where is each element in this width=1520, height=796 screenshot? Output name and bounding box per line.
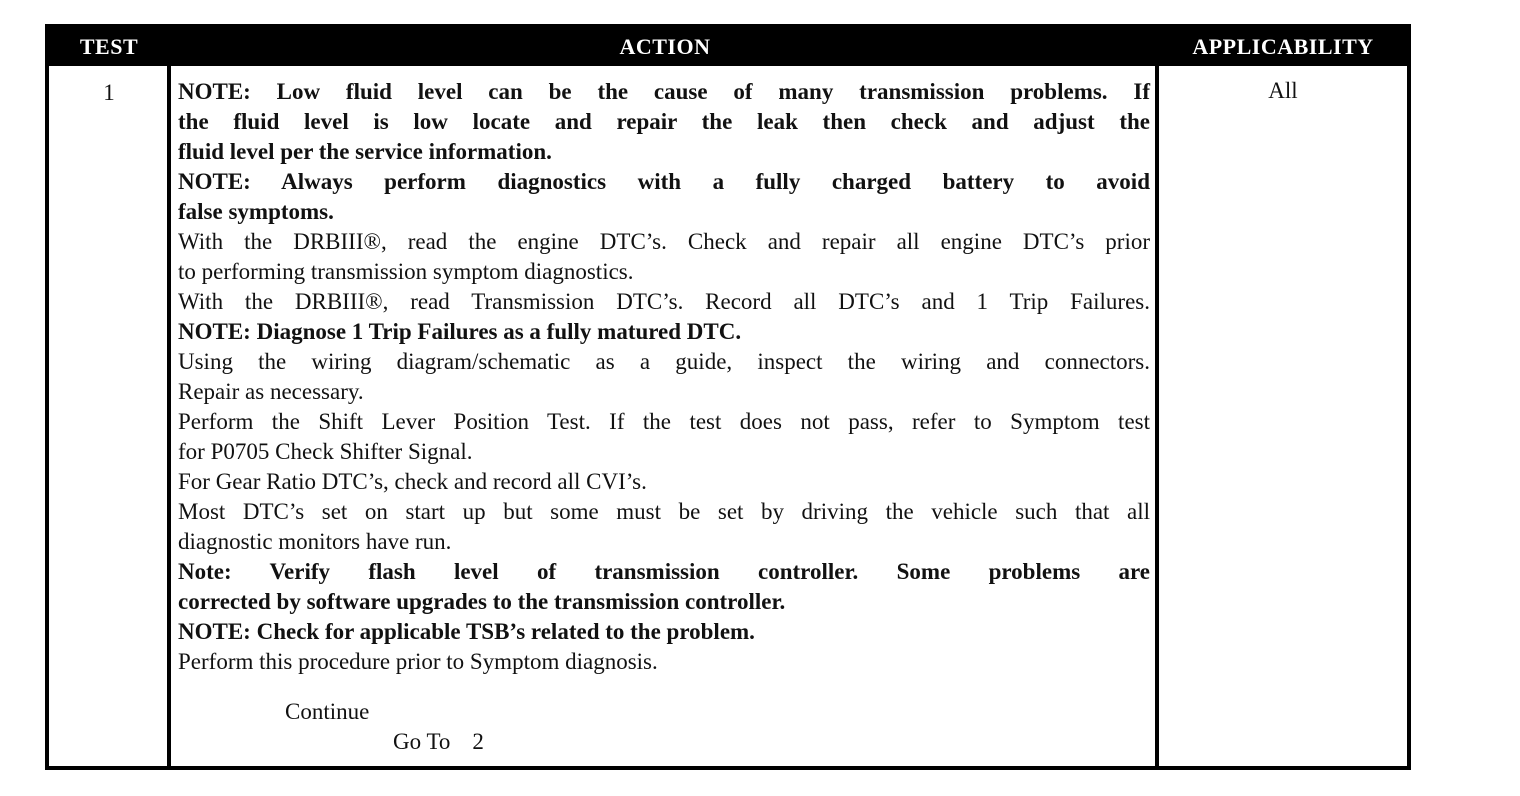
goto-target: 2	[472, 729, 484, 754]
action-line: fluid level per the service information.	[178, 139, 552, 164]
test-number: 1	[103, 80, 115, 105]
continue-label: Continue	[285, 699, 370, 724]
header-test: TEST	[79, 34, 139, 59]
action-line: Most DTC’s set on start up but some must be set by driving the vehicle such that all	[178, 499, 1150, 524]
action-line: NOTE: Check for applicable TSB’s related to the problem.	[178, 619, 755, 644]
action-line: the fluid level is low locate and repair the leak then check and adjust the	[178, 109, 1150, 134]
action-line: NOTE: Always perform diagnostics with a fully charged battery to avoid	[178, 169, 1150, 194]
header-applicability: APPLICABILITY	[1192, 34, 1374, 59]
action-line: With the DRBIII®, read the engine DTC’s. Check and repair all engine DTC’s prior	[178, 229, 1150, 254]
goto-instruction	[393, 729, 506, 755]
diagnostic-table	[45, 24, 1411, 770]
column-divider	[1155, 66, 1159, 770]
action-line: With the DRBIII®, read Transmission DTC’s. Record all DTC’s and 1 Trip Failures.	[178, 289, 1150, 314]
applicability-value: All	[1268, 78, 1298, 103]
action-line: Perform this procedure prior to Symptom diagnosis.	[178, 649, 658, 674]
action-line: Repair as necessary.	[178, 379, 364, 404]
action-line: false symptoms.	[178, 199, 334, 224]
table-header	[49, 28, 1407, 66]
action-line: diagnostic monitors have run.	[178, 529, 452, 554]
action-line: Note: Verify flash level of transmission controller. Some problems are	[178, 559, 1150, 584]
action-line: to performing transmission symptom diagnostics.	[178, 259, 634, 284]
action-line: For Gear Ratio DTC’s, check and record all CVI’s.	[178, 469, 647, 494]
action-line: corrected by software upgrades to the transmission controller.	[178, 589, 786, 614]
action-line: for P0705 Check Shifter Signal.	[178, 439, 473, 464]
header-action: ACTION	[619, 34, 711, 59]
column-divider	[167, 66, 171, 770]
action-line: NOTE: Diagnose 1 Trip Failures as a fully matured DTC.	[178, 319, 742, 344]
action-line: Using the wiring diagram/schematic as a guide, inspect the wiring and connectors.	[178, 349, 1150, 374]
action-text	[178, 77, 1150, 677]
goto-label: Go To	[393, 729, 451, 754]
action-line: NOTE: Low fluid level can be the cause of many transmission problems. If	[178, 79, 1150, 104]
action-line: Perform the Shift Lever Position Test. If the test does not pass, refer to Symptom test	[178, 409, 1150, 434]
